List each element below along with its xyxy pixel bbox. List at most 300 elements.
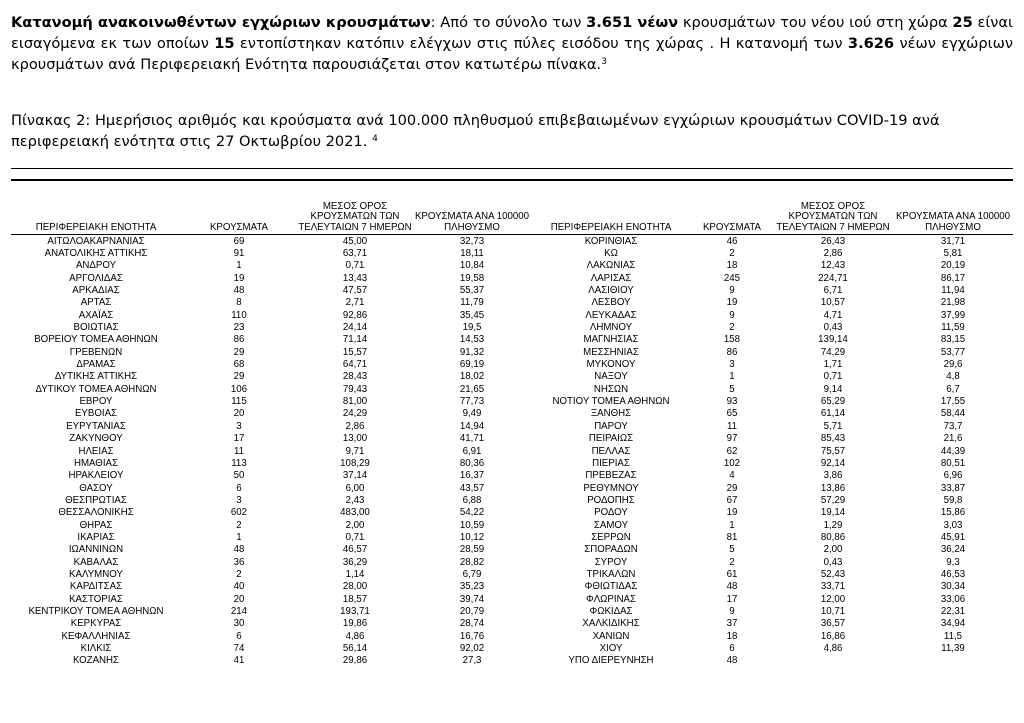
region-cell: ΜΕΣΣΗΝΙΑΣ	[583, 346, 639, 358]
region-cell: ΕΥΡΥΤΑΝΙΑΣ	[66, 420, 126, 432]
per-100k-cell: 4,8	[946, 371, 960, 383]
table-row	[11, 260, 1013, 272]
region-cell: ΘΗΡΑΣ	[79, 519, 113, 531]
per-100k-cell: 9,3	[946, 556, 960, 568]
cases-cell: 17	[726, 593, 738, 605]
cases-cell: 6	[729, 643, 735, 655]
intro-imported-cases: 25	[952, 14, 973, 31]
region-cell: ΛΑΣΙΘΙΟΥ	[588, 285, 634, 297]
avg-7day-cell: 2,86	[345, 420, 365, 432]
avg-7day-cell: 74,29	[820, 346, 846, 358]
table-row	[11, 457, 1013, 469]
cases-cell: 1	[236, 260, 242, 272]
cases-cell: 29	[726, 482, 738, 494]
per-100k-cell: 16,37	[459, 470, 485, 482]
region-cell: ΚΑΒΑΛΑΣ	[73, 556, 119, 568]
cases-cell: 69	[233, 235, 245, 247]
avg-7day-cell: 13,43	[342, 272, 368, 284]
cases-cell: 19	[726, 297, 738, 309]
cases-cell: 41	[233, 655, 245, 667]
region-cell: ΦΩΚΙΔΑΣ	[589, 605, 633, 617]
cases-cell: 81	[726, 531, 738, 543]
cases-table	[11, 190, 1013, 667]
cases-cell: 5	[729, 383, 735, 395]
avg-7day-cell: 1,71	[823, 359, 843, 371]
cases-cell: 86	[726, 346, 738, 358]
table-row	[11, 408, 1013, 420]
cases-cell: 158	[723, 334, 741, 346]
per-100k-cell: 15,86	[940, 507, 966, 519]
cases-cell: 9	[729, 605, 735, 617]
avg-7day-cell: 0,71	[345, 260, 365, 272]
cases-cell: 3	[236, 494, 242, 506]
per-100k-cell: 5,81	[943, 248, 963, 260]
cases-cell: 37	[726, 618, 738, 630]
avg-7day-cell: 92,14	[820, 457, 846, 469]
avg-7day-cell: 45,00	[342, 235, 368, 247]
per-100k-cell: 33,06	[940, 593, 966, 605]
divider-top	[11, 168, 1013, 169]
table-row	[11, 655, 1013, 667]
region-cell: ΦΛΩΡΙΝΑΣ	[585, 593, 637, 605]
region-cell: ΔΥΤΙΚΗΣ ΑΤΤΙΚΗΣ	[54, 371, 138, 383]
table-row	[11, 235, 1013, 248]
per-100k-cell: 20,19	[940, 260, 966, 272]
avg-7day-cell: 46,57	[342, 544, 368, 556]
cases-cell: 67	[726, 494, 738, 506]
region-cell: ΚΕΝΤΡΙΚΟΥ ΤΟΜΕΑ ΑΘΗΝΩΝ	[28, 605, 164, 617]
cases-cell: 115	[231, 396, 247, 408]
per-100k-cell: 6,88	[462, 494, 482, 506]
per-100k-cell: 20,79	[459, 605, 485, 617]
avg-7day-cell: 79,43	[342, 383, 368, 395]
region-cell: ΧΑΝΙΩΝ	[592, 630, 630, 642]
region-cell: ΡΟΔΟΠΗΣ	[587, 494, 635, 506]
cases-cell: 2	[729, 556, 735, 568]
cases-cell: 91	[233, 248, 245, 260]
avg-7day-cell: 2,71	[345, 297, 365, 309]
avg-7day-cell: 16,86	[820, 630, 846, 642]
region-cell: ΑΡΤΑΣ	[80, 297, 112, 309]
cases-cell: 74	[233, 643, 245, 655]
region-cell: ΔΡΑΜΑΣ	[76, 359, 116, 371]
per-100k-cell: 80,51	[940, 457, 966, 469]
col-header-7day-avg-2: ΜΕΣΟΣ ΟΡΟΣ ΚΡΟΥΣΜΑΤΩΝ ΤΩΝ ΤΕΛΕΥΤΑΙΩΝ 7 ΗΜΕΡΩΝ	[773, 190, 893, 235]
cases-cell: 30	[233, 618, 245, 630]
col-header-per-100k-2: ΚΡΟΥΣΜΑΤΑ ΑΝΑ 100000 ΠΛΗΘΥΣΜΟ	[893, 190, 1013, 235]
avg-7day-cell: 64,71	[342, 359, 368, 371]
cases-cell: 9	[729, 285, 735, 297]
col-header-per-100k: ΚΡΟΥΣΜΑΤΑ ΑΝΑ 100000 ΠΛΗΘΥΣΜΟ	[413, 190, 531, 235]
table-row	[11, 494, 1013, 506]
avg-7day-cell: 19,86	[342, 618, 368, 630]
table-row	[11, 284, 1013, 296]
region-cell: ΧΙΟΥ	[599, 643, 623, 655]
table-row	[11, 321, 1013, 333]
per-100k-cell: 69,19	[459, 359, 485, 371]
cases-cell: 102	[723, 457, 741, 469]
per-100k-cell: 6,79	[462, 568, 482, 580]
per-100k-cell: 9,49	[462, 408, 482, 420]
region-cell: ΒΟΙΩΤΙΑΣ	[73, 322, 119, 334]
cases-cell: 19	[233, 272, 245, 284]
cases-cell: 36	[233, 556, 245, 568]
table-row	[11, 371, 1013, 383]
avg-7day-cell: 0,43	[823, 322, 843, 334]
avg-7day-cell: 24,14	[342, 322, 368, 334]
avg-7day-cell: 9,14	[823, 383, 843, 395]
per-100k-cell: 11,5	[943, 630, 963, 642]
cases-cell: 5	[729, 544, 735, 556]
avg-7day-cell: 0,43	[823, 556, 843, 568]
intro-text-2: κρουσμάτων του νέου ιού στη χώρα	[678, 14, 953, 31]
cases-cell: 2	[729, 248, 735, 260]
cases-cell: 48	[726, 581, 738, 593]
per-100k-cell: 41,71	[459, 433, 485, 445]
avg-7day-cell: 1,29	[823, 519, 843, 531]
per-100k-cell: 10,12	[459, 531, 485, 543]
region-cell: ΕΥΒΟΙΑΣ	[74, 408, 118, 420]
region-cell: ΣΕΡΡΩΝ	[591, 531, 631, 543]
table-row	[11, 272, 1013, 284]
per-100k-cell: 6,7	[946, 383, 960, 395]
per-100k-cell: 19,58	[459, 272, 485, 284]
intro-domestic-cases: 3.626	[847, 35, 895, 52]
table-row	[11, 334, 1013, 346]
cases-cell: 19	[726, 507, 738, 519]
avg-7day-cell: 10,71	[820, 605, 846, 617]
region-cell: ΠΙΕΡΙΑΣ	[592, 457, 630, 469]
table-row	[11, 358, 1013, 370]
region-cell: ΝΗΣΩΝ	[593, 383, 629, 395]
cases-cell: 8	[236, 297, 242, 309]
avg-7day-cell: 2,00	[823, 544, 843, 556]
table-row	[11, 605, 1013, 617]
per-100k-cell: 11,39	[941, 643, 965, 655]
avg-7day-cell: 36,29	[342, 556, 368, 568]
per-100k-cell: 28,59	[459, 544, 485, 556]
region-cell: ΚΕΦΑΛΛΗΝΙΑΣ	[61, 630, 131, 642]
intro-text-4: εντοπίστηκαν κατόπιν ελέγχων στις πύλες εισόδου της χώρας . Η κατανομή των	[234, 35, 848, 52]
region-cell: ΚΑΣΤΟΡΙΑΣ	[69, 593, 123, 605]
cases-cell: 110	[231, 309, 247, 321]
avg-7day-cell: 81,00	[342, 396, 368, 408]
table-row	[11, 556, 1013, 568]
region-cell: ΛΕΣΒΟΥ	[591, 297, 631, 309]
cases-cell: 6	[236, 482, 242, 494]
table-row	[11, 445, 1013, 457]
region-cell: ΦΘΙΩΤΙΔΑΣ	[584, 581, 638, 593]
region-cell: ΣΑΜΟΥ	[593, 519, 629, 531]
per-100k-cell: 53,77	[940, 346, 966, 358]
footnote-ref-4: 4	[372, 134, 378, 144]
avg-7day-cell: 483,00	[340, 507, 370, 519]
divider-table-top	[11, 179, 1013, 181]
cases-cell: 11	[233, 445, 245, 457]
table-row	[11, 433, 1013, 445]
avg-7day-cell: 28,43	[342, 371, 368, 383]
cases-cell: 245	[723, 272, 741, 284]
cases-cell: 62	[726, 445, 738, 457]
per-100k-cell: 16,76	[459, 630, 485, 642]
per-100k-cell: 91,32	[459, 346, 485, 358]
per-100k-cell: 77,73	[459, 396, 485, 408]
cases-cell: 2	[236, 519, 242, 531]
avg-7day-cell: 5,71	[823, 420, 843, 432]
cases-cell: 97	[726, 433, 738, 445]
cases-cell: 46	[726, 235, 738, 247]
per-100k-cell: 73,7	[943, 420, 963, 432]
avg-7day-cell: 15,57	[342, 346, 368, 358]
per-100k-cell: 22,31	[940, 605, 966, 617]
avg-7day-cell: 1,14	[345, 568, 365, 580]
region-cell: ΙΩΑΝΝΙΝΩΝ	[68, 544, 124, 556]
avg-7day-cell: 4,86	[345, 630, 365, 642]
cases-cell: 65	[726, 408, 738, 420]
per-100k-cell: 27,3	[462, 655, 482, 667]
per-100k-cell: 43,57	[459, 482, 485, 494]
col-header-cases-2: ΚΡΟΥΣΜΑΤΑ	[691, 190, 773, 235]
table-row	[11, 297, 1013, 309]
per-100k-cell: 28,82	[459, 556, 485, 568]
per-100k-cell: 30,34	[940, 581, 966, 593]
table-row	[11, 420, 1013, 432]
per-100k-cell: 31,71	[940, 235, 966, 247]
avg-7day-cell	[773, 655, 893, 667]
cases-cell: 106	[230, 383, 248, 395]
avg-7day-cell: 12,00	[820, 593, 846, 605]
avg-7day-cell: 4,86	[823, 643, 843, 655]
per-100k-cell: 92,02	[459, 643, 485, 655]
per-100k-cell: 10,59	[459, 519, 485, 531]
cases-cell: 48	[726, 655, 738, 667]
cases-cell: 2	[729, 322, 735, 334]
per-100k-cell: 35,23	[459, 581, 485, 593]
per-100k-cell: 36,24	[940, 544, 966, 556]
per-100k-cell: 28,74	[459, 618, 485, 630]
region-cell: ΥΠΟ ΔΙΕΡΕΥΝΗΣΗ	[568, 655, 654, 667]
cases-cell: 602	[230, 507, 248, 519]
region-cell: ΡΟΔΟΥ	[594, 507, 628, 519]
cases-cell: 214	[230, 605, 248, 617]
avg-7day-cell: 2,86	[823, 248, 843, 260]
avg-7day-cell: 75,57	[820, 445, 846, 457]
per-100k-cell: 37,99	[940, 309, 966, 321]
avg-7day-cell: 71,14	[342, 334, 368, 346]
cases-cell: 18	[726, 630, 738, 642]
cases-cell: 20	[233, 593, 245, 605]
per-100k-cell: 6,91	[462, 445, 482, 457]
avg-7day-cell: 3,86	[823, 470, 843, 482]
per-100k-cell: 39,74	[459, 593, 485, 605]
region-cell: ΑΡΓΟΛΙΔΑΣ	[69, 272, 123, 284]
avg-7day-cell: 63,71	[342, 248, 368, 260]
region-cell: ΚΟΡΙΝΘΙΑΣ	[584, 235, 638, 247]
region-cell: ΛΑΚΩΝΙΑΣ	[586, 260, 636, 272]
cases-cell: 40	[233, 581, 245, 593]
intro-paragraph	[11, 12, 1013, 75]
table-row	[11, 482, 1013, 494]
table-row	[11, 470, 1013, 482]
col-header-7day-avg: ΜΕΣΟΣ ΟΡΟΣ ΚΡΟΥΣΜΑΤΩΝ ΤΩΝ ΤΕΛΕΥΤΑΙΩΝ 7 ΗΜΕΡΩΝ	[297, 190, 413, 235]
region-cell: ΠΕΙΡΑΙΩΣ	[588, 433, 634, 445]
intro-text-3: είναι εισαγόμενα εκ των οποίων	[11, 14, 1013, 52]
region-cell: ΠΕΛΛΑΣ	[591, 445, 631, 457]
per-100k-cell: 55,37	[459, 285, 485, 297]
col-header-cases: ΚΡΟΥΣΜΑΤΑ	[181, 190, 297, 235]
avg-7day-cell: 24,29	[342, 408, 368, 420]
cases-cell: 48	[233, 285, 245, 297]
avg-7day-cell: 224,71	[818, 272, 848, 284]
per-100k-cell: 21,98	[940, 297, 966, 309]
per-100k-cell: 19,5	[462, 322, 482, 334]
avg-7day-cell: 139,14	[818, 334, 848, 346]
cases-cell: 29	[233, 346, 245, 358]
region-cell: ΛΑΡΙΣΑΣ	[590, 272, 632, 284]
avg-7day-cell: 85,43	[820, 433, 846, 445]
table-caption-text: Πίνακας 2: Ημερήσιος αριθμός και κρούσματα ανά 100.000 πληθυσμού επιβεβαιωμένων εγχώριων κρουσμάτων COVID-19 ανά περιφερειακή ενότητα στις 27 Οκτωβρίου 2021.	[11, 112, 940, 150]
region-cell: ΗΛΕΙΑΣ	[78, 445, 114, 457]
region-cell: ΖΑΚΥΝΘΟΥ	[69, 433, 123, 445]
per-100k-cell: 17,55	[940, 396, 966, 408]
region-cell: ΑΙΤΩΛΟΑΚΑΡΝΑΝΙΑΣ	[47, 235, 145, 247]
cases-cell: 2	[236, 568, 242, 580]
avg-7day-cell: 6,71	[823, 285, 843, 297]
region-cell: ΔΥΤΙΚΟΥ ΤΟΜΕΑ ΑΘΗΝΩΝ	[35, 383, 157, 395]
table-row	[11, 346, 1013, 358]
cases-cell: 61	[726, 568, 738, 580]
avg-7day-cell: 19,14	[820, 507, 846, 519]
table-row	[11, 544, 1013, 556]
per-100k-cell: 46,53	[940, 568, 966, 580]
per-100k-cell: 11,59	[941, 322, 965, 334]
cases-cell: 11	[726, 420, 738, 432]
cases-cell: 17	[233, 433, 245, 445]
cases-cell: 3	[729, 359, 735, 371]
region-cell: ΓΡΕΒΕΝΩΝ	[69, 346, 123, 358]
avg-7day-cell: 10,57	[820, 297, 846, 309]
table-row	[11, 531, 1013, 543]
region-cell: ΚΑΛΥΜΝΟΥ	[69, 568, 123, 580]
region-cell: ΚΑΡΔΙΤΣΑΣ	[69, 581, 123, 593]
table-body	[11, 235, 1013, 668]
region-cell: ΣΥΡΟΥ	[594, 556, 628, 568]
avg-7day-cell: 65,29	[820, 396, 846, 408]
region-cell: ΚΩ	[604, 248, 618, 260]
table-row	[11, 395, 1013, 407]
col-header-region-2: ΠΕΡΙΦΕΡΕΙΑΚΗ ΕΝΟΤΗΤΑ	[531, 190, 691, 235]
table-row	[11, 519, 1013, 531]
avg-7day-cell: 28,00	[342, 581, 368, 593]
intro-heading: Κατανομή ανακοινωθέντων εγχώριων κρουσμάτων	[11, 14, 431, 31]
region-cell: ΗΜΑΘΙΑΣ	[73, 457, 118, 469]
region-cell: ΡΕΘΥΜΝΟΥ	[583, 482, 639, 494]
intro-total-cases: 3.651 νέων	[586, 14, 679, 31]
region-cell: ΑΝΔΡΟΥ	[75, 260, 117, 272]
region-cell: ΗΡΑΚΛΕΙΟΥ	[68, 470, 124, 482]
region-cell: ΜΥΚΟΝΟΥ	[586, 359, 636, 371]
region-cell: ΚΕΡΚΥΡΑΣ	[70, 618, 122, 630]
region-cell: ΧΑΛΚΙΔΙΚΗΣ	[582, 618, 640, 630]
region-cell: ΙΚΑΡΙΑΣ	[77, 531, 115, 543]
table-row	[11, 618, 1013, 630]
cases-cell: 68	[233, 359, 245, 371]
region-cell: ΞΑΝΘΗΣ	[590, 408, 632, 420]
table-row	[11, 593, 1013, 605]
per-100k-cell: 6,96	[943, 470, 963, 482]
per-100k-cell: 83,15	[940, 334, 966, 346]
per-100k-cell: 86,17	[940, 272, 966, 284]
region-cell: ΝΟΤΙΟΥ ΤΟΜΕΑ ΑΘΗΝΩΝ	[552, 396, 670, 408]
col-header-region: ΠΕΡΙΦΕΡΕΙΑΚΗ ΕΝΟΤΗΤΑ	[11, 190, 181, 235]
region-cell: ΕΒΡΟΥ	[79, 396, 113, 408]
cases-cell: 4	[729, 470, 735, 482]
table-row	[11, 642, 1013, 654]
avg-7day-cell: 80,86	[820, 531, 846, 543]
region-cell: ΘΕΣΣΑΛΟΝΙΚΗΣ	[58, 507, 134, 519]
table-row	[11, 309, 1013, 321]
avg-7day-cell: 52,43	[820, 568, 846, 580]
table-row	[11, 507, 1013, 519]
per-100k-cell: 44,39	[940, 445, 966, 457]
per-100k-cell: 3,03	[943, 519, 963, 531]
avg-7day-cell: 56,14	[342, 643, 368, 655]
region-cell: ΚΙΛΚΙΣ	[80, 643, 112, 655]
avg-7day-cell: 2,00	[345, 519, 365, 531]
cases-cell: 20	[233, 408, 245, 420]
avg-7day-cell: 9,71	[345, 445, 365, 457]
avg-7day-cell: 18,57	[342, 593, 368, 605]
per-100k-cell: 34,94	[940, 618, 966, 630]
avg-7day-cell: 37,14	[342, 470, 368, 482]
per-100k-cell: 59,8	[943, 494, 963, 506]
cases-cell: 6	[236, 630, 242, 642]
per-100k-cell: 18,11	[460, 248, 484, 260]
cases-cell: 1	[236, 531, 242, 543]
region-cell: ΘΑΣΟΥ	[79, 482, 113, 494]
table-row	[11, 630, 1013, 642]
cases-cell: 48	[233, 544, 245, 556]
per-100k-cell: 14,53	[459, 334, 485, 346]
avg-7day-cell: 2,43	[345, 494, 365, 506]
cases-cell: 18	[726, 260, 738, 272]
per-100k-cell: 58,44	[940, 408, 966, 420]
avg-7day-cell: 61,14	[820, 408, 846, 420]
per-100k-cell	[893, 655, 1013, 667]
region-cell: ΝΑΞΟΥ	[594, 371, 628, 383]
per-100k-cell: 11,94	[941, 285, 965, 297]
avg-7day-cell: 6,00	[345, 482, 365, 494]
table-header-row	[11, 190, 1013, 235]
avg-7day-cell: 108,29	[340, 457, 370, 469]
region-cell: ΑΡΚΑΔΙΑΣ	[72, 285, 120, 297]
region-cell: ΒΟΡΕΙΟΥ ΤΟΜΕΑ ΑΘΗΝΩΝ	[34, 334, 158, 346]
region-cell: ΠΑΡΟΥ	[594, 420, 628, 432]
avg-7day-cell: 13,86	[820, 482, 846, 494]
intro-border-cases: 15	[214, 35, 235, 52]
region-cell: ΠΡΕΒΕΖΑΣ	[585, 470, 637, 482]
avg-7day-cell: 0,71	[823, 371, 843, 383]
intro-text-1: : Από το σύνολο των	[430, 14, 587, 31]
avg-7day-cell: 47,57	[342, 285, 368, 297]
avg-7day-cell: 0,71	[345, 531, 365, 543]
region-cell: ΛΕΥΚΑΔΑΣ	[585, 309, 637, 321]
cases-cell: 23	[233, 322, 245, 334]
footnote-ref-3: 3	[601, 57, 607, 67]
per-100k-cell: 10,84	[459, 260, 485, 272]
region-cell: ΘΕΣΠΡΩΤΙΑΣ	[65, 494, 127, 506]
avg-7day-cell: 36,57	[820, 618, 846, 630]
